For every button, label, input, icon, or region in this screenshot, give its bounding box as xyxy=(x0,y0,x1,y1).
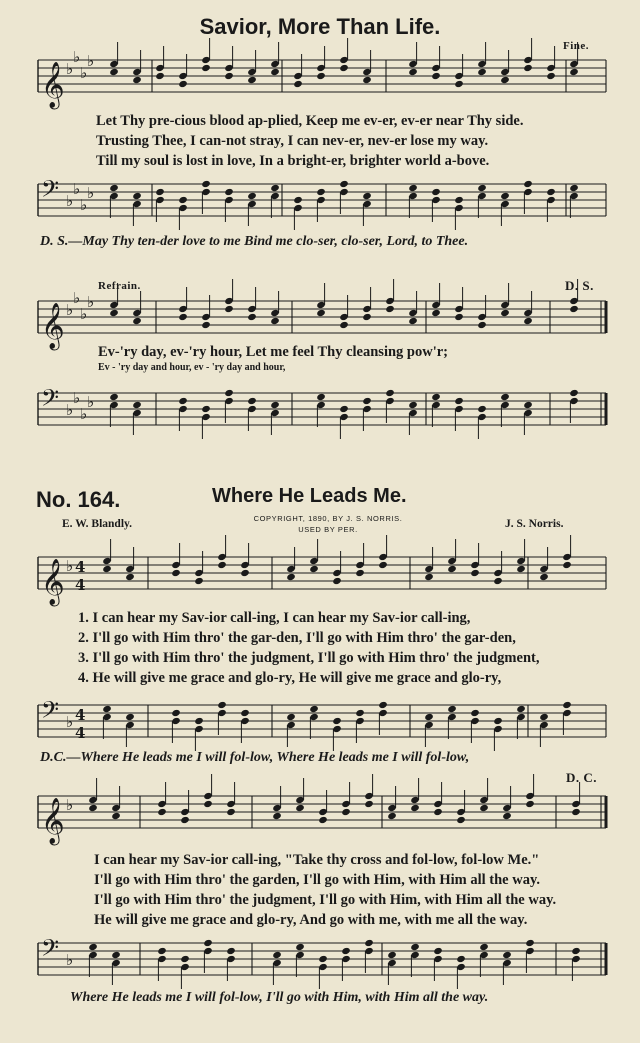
lyricist: E. W. Blandly. xyxy=(62,518,132,530)
hymn2-chorus-line-1: I can hear my Sav-ior call-ing, "Take thy cross and fol-low, fol-low Me." xyxy=(94,852,540,868)
refrain-label: Refrain. xyxy=(98,280,141,292)
svg-text:𝄞: 𝄞 xyxy=(41,559,65,605)
hymn2-verse-line-2: 2. I'll go with Him thro' the gar-den, I'll go with Him thro' the gar-den, xyxy=(78,630,516,646)
hymn2-chorus-line-4: He will give me grace and glo-ry, And go with me, with me all the way. xyxy=(94,912,528,928)
svg-text:♭: ♭ xyxy=(87,393,95,411)
hymn1-bass-staff-2 xyxy=(0,385,640,435)
hymn2-bass-staff-2 xyxy=(0,935,640,985)
svg-text:♭: ♭ xyxy=(87,293,95,311)
svg-text:𝄢: 𝄢 xyxy=(41,696,60,729)
hymn1-verse-line-2: Trusting Thee, I can-not stray, I can nev-er, nev-er lose my way. xyxy=(96,133,489,149)
svg-text:𝄢: 𝄢 xyxy=(41,175,60,208)
svg-text:4: 4 xyxy=(75,558,86,576)
svg-text:♭: ♭ xyxy=(80,64,88,82)
hymn2-dc-line: D.C.—Where He leads me I will fol-low, Where He leads me I will fol-low, xyxy=(40,750,470,765)
svg-text:♭: ♭ xyxy=(73,180,81,198)
svg-text:♭: ♭ xyxy=(66,796,74,814)
refrain-line: Ev-'ry day, ev-'ry hour, Let me feel Thy cleansing pow'r; xyxy=(98,344,448,360)
hymn1-title: Savior, More Than Life. xyxy=(199,14,441,39)
fine-label: Fine. xyxy=(563,40,590,52)
hymn1-treble-staff-2 xyxy=(0,289,640,349)
svg-text:𝄢: 𝄢 xyxy=(41,934,60,967)
svg-text:♭: ♭ xyxy=(66,192,74,210)
svg-text:♭: ♭ xyxy=(66,951,74,969)
dc-label: D. C. xyxy=(566,770,598,785)
svg-text:4: 4 xyxy=(75,576,86,594)
hymn2-verse-line-1: 1. I can hear my Sav-ior call-ing, I can hear my Sav-ior call-ing, xyxy=(78,610,471,626)
hymn2-chorus-line-2: I'll go with Him thro' the garden, I'll go with Him, with Him all the way. xyxy=(94,872,541,888)
svg-text:♭: ♭ xyxy=(87,52,95,70)
svg-text:♭: ♭ xyxy=(73,389,81,407)
hymn2-verse-line-4: 4. He will give me grace and glo-ry, He will give me grace and glo-ry, xyxy=(78,670,502,686)
hymn1-bass-staff-1 xyxy=(0,176,640,226)
svg-text:𝄢: 𝄢 xyxy=(41,384,60,417)
hymn2-bass-staff-1 xyxy=(0,697,640,747)
copyright-line: COPYRIGHT, 1890, BY J. S. NORRIS. xyxy=(253,514,403,523)
svg-text:𝄞: 𝄞 xyxy=(41,303,65,349)
hymn2-end-line: Where He leads me I will fol-low, I'll go with Him, with Him all the way. xyxy=(70,990,489,1005)
ds-label: D. S. xyxy=(565,278,594,293)
svg-text:♭: ♭ xyxy=(66,301,74,319)
svg-text:♭: ♭ xyxy=(66,60,74,78)
svg-text:♭: ♭ xyxy=(80,196,88,214)
svg-text:𝄞: 𝄞 xyxy=(41,62,65,108)
refrain-small-line: Ev - 'ry day and hour, ev - 'ry day and hour, xyxy=(98,362,286,373)
hymn1-treble-staff-1 xyxy=(0,48,640,108)
svg-text:4: 4 xyxy=(75,706,86,724)
svg-text:4: 4 xyxy=(75,724,86,742)
svg-text:♭: ♭ xyxy=(66,401,74,419)
hymn1-ds-line: D. S.—May Thy ten-der love to me Bind me clo-ser, clo-ser, Lord, to Thee. xyxy=(40,234,469,249)
hymn2-verse-line-3: 3. I'll go with Him thro' the judgment, I'll go with Him thro' the judgment, xyxy=(78,650,540,666)
hymn2-treble-staff-1 xyxy=(0,549,640,605)
hymn2-treble-staff-2 xyxy=(0,788,640,844)
svg-text:♭: ♭ xyxy=(73,289,81,307)
svg-text:♭: ♭ xyxy=(87,184,95,202)
svg-text:𝄞: 𝄞 xyxy=(41,798,65,844)
hymn1-verse-line-3: Till my soul is lost in love, In a bright-er, brighter world a-bove. xyxy=(96,153,490,169)
hymn1-verse-line-1: Let Thy pre-cious blood ap-plied, Keep me ev-er, ev-er near Thy side. xyxy=(96,113,524,129)
composer: J. S. Norris. xyxy=(505,518,564,530)
svg-text:♭: ♭ xyxy=(73,48,81,66)
svg-text:♭: ♭ xyxy=(66,557,74,575)
svg-text:♭: ♭ xyxy=(80,305,88,323)
svg-text:♭: ♭ xyxy=(66,713,74,731)
hymn2-title: Where He Leads Me. xyxy=(212,485,407,507)
hymn2-chorus-line-3: I'll go with Him thro' the judgment, I'll go with Him, with Him all the way. xyxy=(94,892,557,908)
hymn2-number: No. 164. xyxy=(36,487,121,512)
svg-text:♭: ♭ xyxy=(80,405,88,423)
used-by-line: USED BY PER. xyxy=(298,525,358,534)
